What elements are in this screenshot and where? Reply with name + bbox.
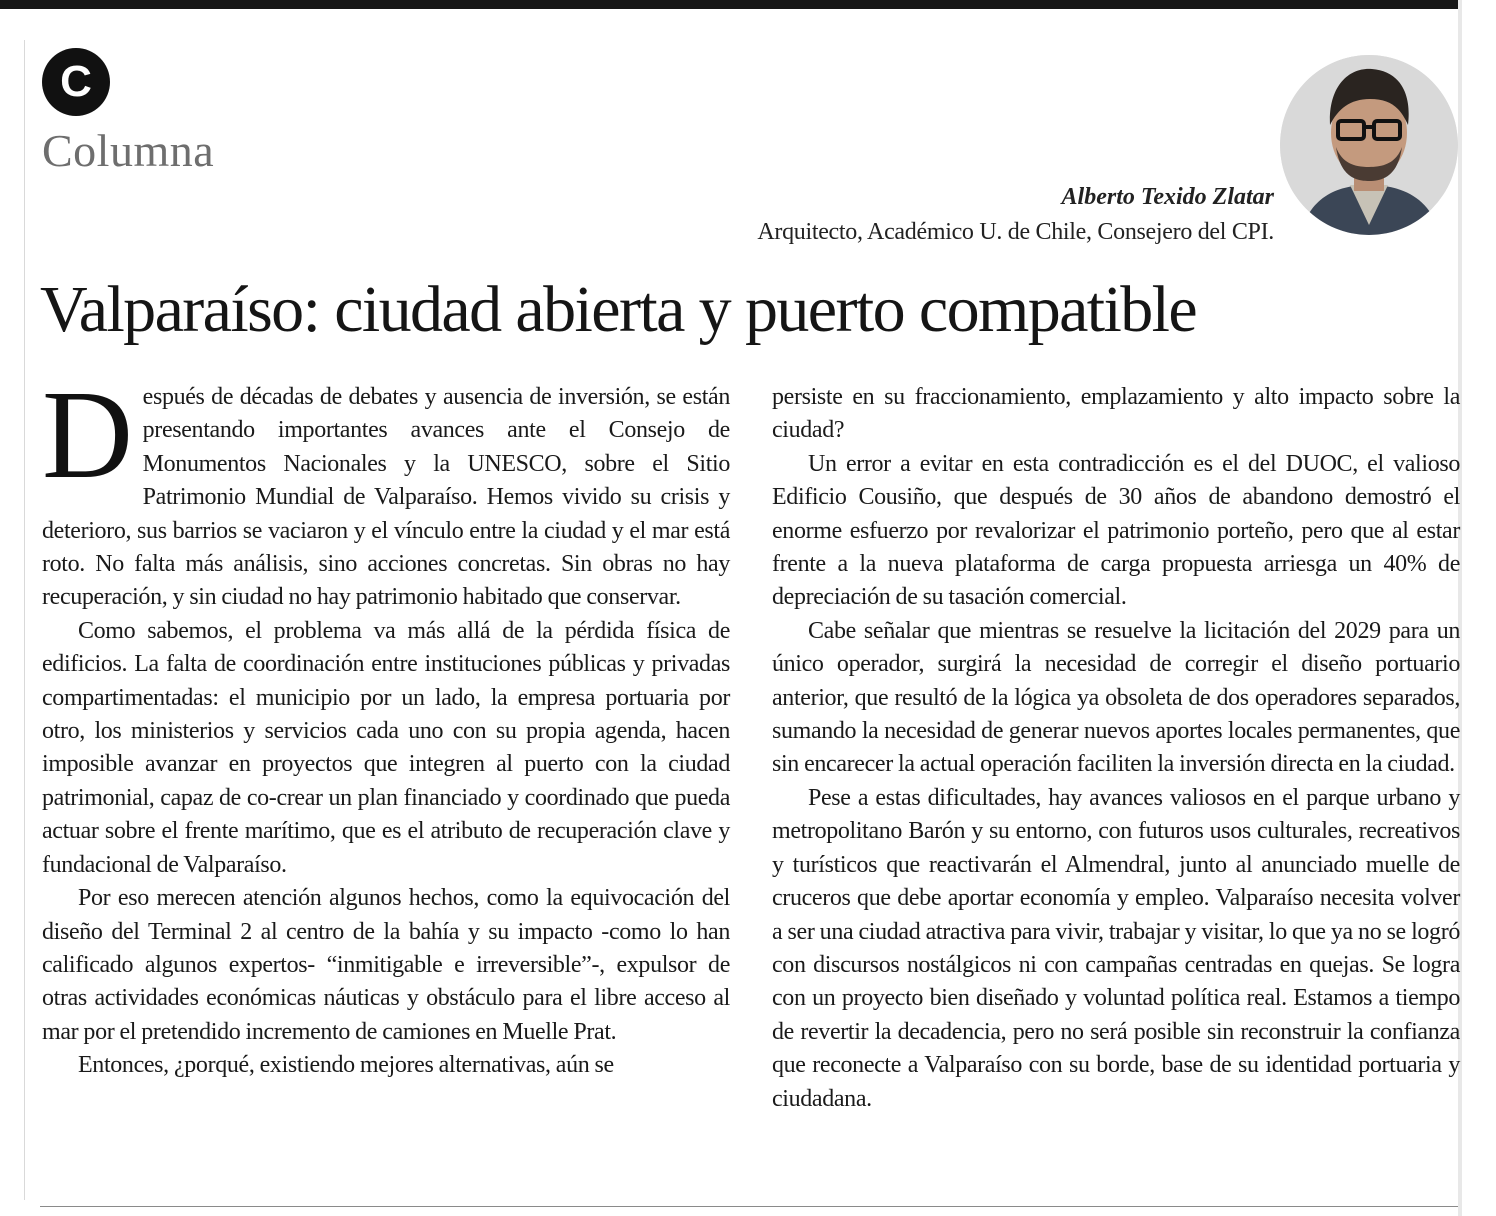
- paragraph-text: espués de décadas de debates y ausencia de inversión, se están presentando importantes avances ante el Consejo de Monumentos Nacionales y la UNESCO, sobre el Sitio Patrimonio Mundial de Valparaíso. Hemos vivido su crisis y deterioro, sus barrios se vaciaron y el vínculo entre la ciudad y el mar está roto. No falta más análisis, sino acciones concretas. Sin obras no hay recuperación, y sin ciudad no hay patrimonio habitado que conservar.: [42, 384, 730, 611]
- paragraph-6: Un error a evitar en esta contradicción es el del DUOC, el valioso Edificio Cousiño, que después de 30 años de abandono demostró el enorme esfuerzo por revalorizar el patrimonio porteño, pero que al estar frente a la nueva plataforma de carga propuesta arriesga un 40% de depreciación de su tasación comercial.: [772, 450, 1460, 611]
- section-label: Columna: [42, 125, 215, 176]
- section-badge-icon: C: [42, 48, 110, 116]
- column-right: [772, 381, 1460, 1116]
- column-left: [42, 366, 730, 1083]
- paragraph-2: Como sabemos, el problema va más allá de la pérdida física de edificios. La falta de coordinación entre instituciones públicas y privadas compartimentadas: el municipio por un lado, la empresa portuaria por otro, los ministerios y servicios cada uno con su propia agenda, hacen imposible avanzar en proyectos que integren al puerto con la ciudad patrimonial, capaz de co-crear un plan financiado y coordinado que pueda actuar sobre el frente marítimo, que es el atributo de recuperación clave y fundacional de Valparaíso.: [42, 617, 730, 878]
- author-photo: [1280, 55, 1458, 235]
- author-title: Arquitecto, Académico U. de Chile, Consejero del CPI.: [757, 219, 1274, 245]
- paragraph-5: persiste en su fraccionamiento, emplazamiento y alto impacto sobre la ciudad?: [772, 384, 1460, 444]
- drop-cap: D: [42, 366, 133, 505]
- bottom-rule: [40, 1206, 1458, 1207]
- top-rule: [0, 0, 1460, 9]
- author-portrait-icon: [1280, 55, 1458, 235]
- left-margin-rule: [24, 40, 25, 1200]
- paragraph-7: Cabe señalar que mientras se resuelve la licitación del 2029 para un único operador, surgirá la necesidad de corregir el diseño portuario anterior, que resultó de la lógica ya obsoleta de dos operadores separados, sumando la necesidad de generar nuevos aportes locales permanentes, que sin encarecer la actual operación faciliten la inversión directa en la ciudad.: [772, 617, 1460, 778]
- paragraph-1: [42, 366, 730, 615]
- paragraph-8: Pese a estas dificultades, hay avances valiosos en el parque urbano y metropolitano Barón y su entorno, con futuros usos culturales, recreativos y turísticos que reactivarán el Almendral, junto al anunciado muelle de cruceros que debe aportar economía y empleo. Valparaíso necesita volver a ser una ciudad atractiva para vivir, trabajar y visitar, lo que ya no se logró con discursos nostálgicos ni con campañas centradas en quejas. Se logra con un proyecto bien diseñado y voluntad política real. Estamos a tiempo de revertir la decadencia, pero no será posible sin reconstruir la confianza que reconecte a Valparaíso con su borde, base de su identidad portuaria y ciudadana.: [772, 784, 1460, 1112]
- paragraph-3: Por eso merecen atención algunos hechos, como la equivocación del diseño del Terminal 2 al centro de la bahía y su impacto -como lo han calificado algunos expertos- “inmitigable e irreversible”-, expulsor de otras actividades económicas náuticas y obstáculo para el libre acceso al mar por el pretendido incremento de camiones en Muelle Prat.: [42, 885, 730, 1045]
- paragraph-4: Entonces, ¿porqué, existiendo mejores alternativas, aún se: [78, 1052, 614, 1079]
- headline: Valparaíso: ciudad abierta y puerto compatible: [40, 273, 1197, 346]
- author-name: Alberto Texido Zlatar: [1061, 184, 1274, 210]
